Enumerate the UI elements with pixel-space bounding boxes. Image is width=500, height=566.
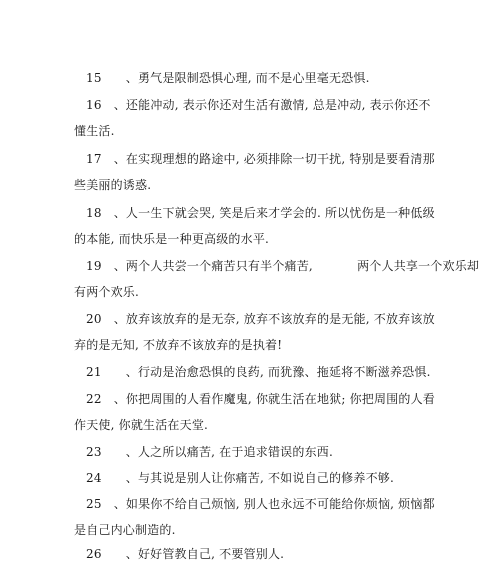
entry-24-line-1: 24 、与其说是别人让你痛苦, 不如说自己的修养不够. <box>86 471 395 485</box>
entry-17-line-1: 17 、在实现理想的路途中, 必须排除一切干扰, 特别是要看清那 <box>86 152 435 166</box>
entry-17-line-2: 些美丽的诱惑. <box>74 178 152 192</box>
entry-25-line-1: 25 、如果你不给自己烦恼, 别人也永远不可能给你烦恼, 烦恼都 <box>86 497 435 511</box>
entry-22-line-1: 22 、你把周围的人看作魔鬼, 你就生活在地狱; 你把周围的人看 <box>86 392 436 406</box>
entry-15-line-1: 15 、勇气是限制恐惧心理, 而不是心里毫无恐惧. <box>86 71 370 85</box>
entry-25-line-2: 是自己内心制造的. <box>74 523 176 537</box>
entry-22-line-2: 作天使, 你就生活在天堂. <box>74 418 209 432</box>
entry-16-line-2: 懂生活. <box>74 124 115 138</box>
entry-20-line-2: 弃的是无知, 不放弃不该放弃的是执着! <box>74 338 283 352</box>
entry-16-line-1: 16 、还能冲动, 表示你还对生活有激情, 总是冲动, 表示你还不 <box>86 98 431 112</box>
entry-18-line-2: 的本能, 而快乐是一种更高级的水平. <box>74 232 270 246</box>
entry-19-line-1: 19 、两个人共尝一个痛苦只有半个痛苦, 两个人共享一个欢乐却 <box>86 259 480 273</box>
entry-23-line-1: 23 、人之所以痛苦, 在于追求错误的东西. <box>86 445 334 459</box>
entry-19-line-2: 有两个欢乐. <box>74 285 140 299</box>
entry-20-line-1: 20 、放弃该放弃的是无奈, 放弃不该放弃的是无能, 不放弃该放 <box>86 312 435 326</box>
entry-26-line-1: 26 、好好管教自己, 不要管别人. <box>86 547 285 561</box>
entry-18-line-1: 18 、人一生下就会哭, 笑是后来才学会的. 所以忧伤是一种低级 <box>86 206 435 220</box>
entry-21-line-1: 21 、行动是治愈恐惧的良药, 而犹豫、拖延将不断滋养恐惧. <box>86 365 431 379</box>
